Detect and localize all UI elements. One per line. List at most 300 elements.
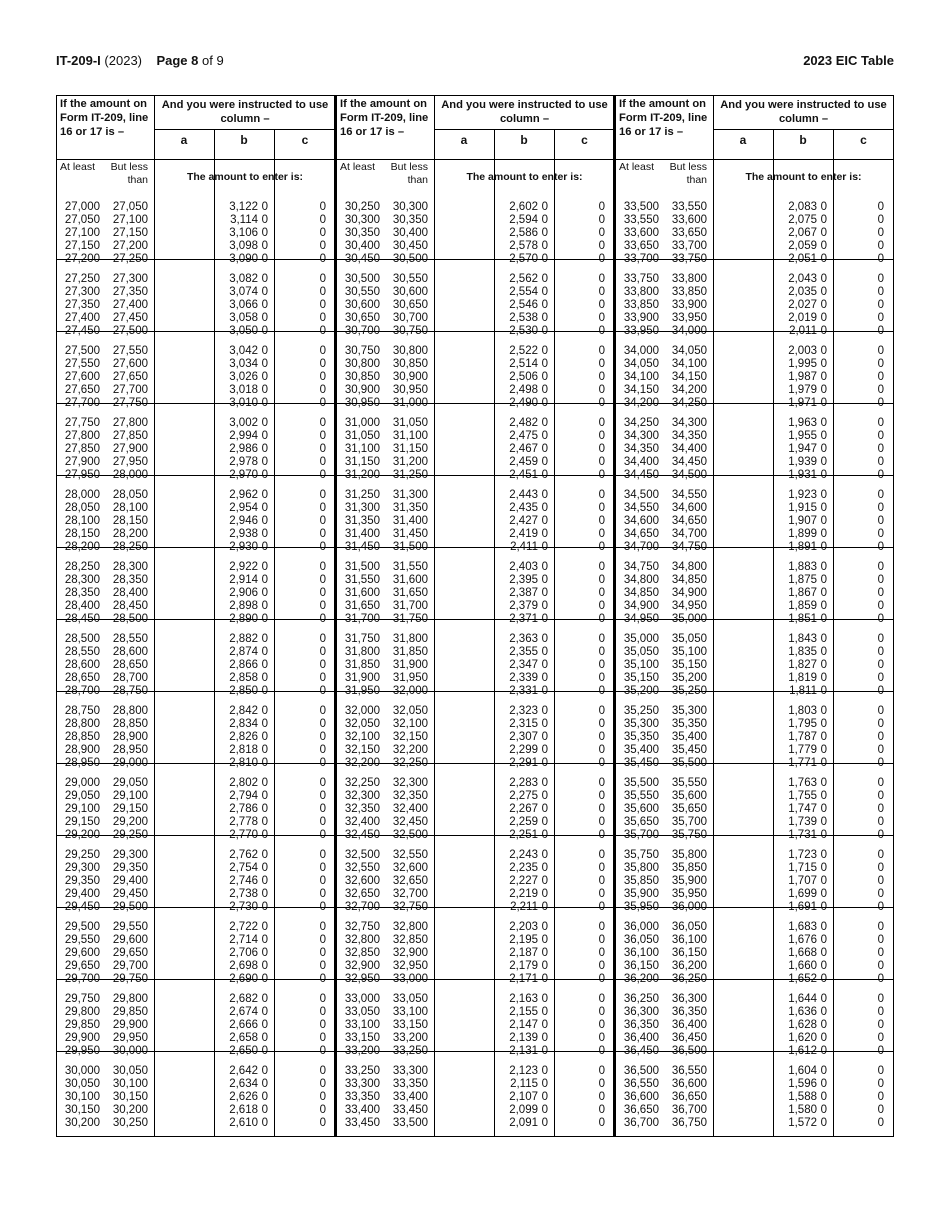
column-c-value: 0 <box>877 371 884 383</box>
column-b-value: 0 <box>261 973 268 985</box>
column-c-value: 0 <box>598 541 605 553</box>
page-number: 8 <box>191 53 199 68</box>
at-least: 31,050 <box>344 430 380 442</box>
table-row <box>336 659 615 672</box>
but-less-than: 33,900 <box>671 299 707 311</box>
column-a-value: 2,794 <box>229 790 258 802</box>
but-less-than: 28,650 <box>112 659 148 671</box>
but-less-than: 28,050 <box>112 489 148 501</box>
table-row <box>336 214 615 227</box>
column-a-value: 2,395 <box>509 574 538 586</box>
column-c-value: 0 <box>319 417 326 429</box>
column-a-value: 1,883 <box>788 561 817 573</box>
group-separator <box>615 259 894 260</box>
table-panel <box>615 95 894 1136</box>
at-least: 29,550 <box>64 934 100 946</box>
table-row <box>615 646 894 659</box>
at-least: 28,050 <box>64 502 100 514</box>
column-c-value: 0 <box>598 790 605 802</box>
column-b-value: 0 <box>261 345 268 357</box>
column-b-value: 0 <box>261 993 268 1005</box>
column-b-value: 0 <box>541 757 548 769</box>
but-less-than: 34,650 <box>671 515 707 527</box>
column-b-value: 0 <box>261 659 268 671</box>
table-row <box>615 993 894 1006</box>
column-c-value: 0 <box>319 1078 326 1090</box>
column-b-value: 0 <box>820 1117 827 1129</box>
at-least: 31,100 <box>344 443 380 455</box>
column-a-value: 2,586 <box>509 227 538 239</box>
column-b-value: 0 <box>541 384 548 396</box>
column-b-value: 0 <box>541 829 548 841</box>
but-less-than: 27,700 <box>112 384 148 396</box>
column-c-value: 0 <box>598 312 605 324</box>
table-row <box>56 731 336 744</box>
table-row <box>336 993 615 1006</box>
table-row <box>56 705 336 718</box>
at-least: 29,600 <box>64 947 100 959</box>
column-c-value: 0 <box>598 1019 605 1031</box>
but-less-than: 32,500 <box>392 829 428 841</box>
but-less-than: 35,450 <box>671 744 707 756</box>
table-row <box>336 633 615 646</box>
column-a-value: 1,923 <box>788 489 817 501</box>
column-a-value: 1,731 <box>788 829 817 841</box>
page-word: Page <box>156 53 188 68</box>
column-b-value: 0 <box>820 456 827 468</box>
column-b-value: 0 <box>820 443 827 455</box>
column-b-value: 0 <box>261 862 268 874</box>
column-b-value: 0 <box>820 600 827 612</box>
at-least: 31,300 <box>344 502 380 514</box>
but-less-than: 32,350 <box>392 790 428 802</box>
table-row <box>336 600 615 613</box>
column-b-value: 0 <box>261 757 268 769</box>
column-a-value: 2,978 <box>229 456 258 468</box>
at-least: 36,000 <box>623 921 659 933</box>
group-separator <box>615 403 894 404</box>
at-least: 32,550 <box>344 862 380 874</box>
at-least: 35,850 <box>623 875 659 887</box>
column-a-value: 2,355 <box>509 646 538 658</box>
column-c-value: 0 <box>877 960 884 972</box>
column-b-value: 0 <box>261 633 268 645</box>
at-least: 33,500 <box>623 201 659 213</box>
column-a-value: 2,946 <box>229 515 258 527</box>
but-less-than: 28,100 <box>112 502 148 514</box>
table-row <box>336 430 615 443</box>
column-c-value: 0 <box>598 443 605 455</box>
column-c-value: 0 <box>319 345 326 357</box>
group-separator <box>336 907 615 908</box>
group-separator <box>336 403 615 404</box>
table-row <box>615 960 894 973</box>
group-separator <box>615 475 894 476</box>
column-a-value: 2,075 <box>788 214 817 226</box>
but-less-than: 34,250 <box>671 397 707 409</box>
column-b-value: 0 <box>541 358 548 370</box>
but-less-than: 30,000 <box>112 1045 148 1057</box>
column-c-value: 0 <box>598 934 605 946</box>
but-less-than: 29,050 <box>112 777 148 789</box>
at-least: 34,650 <box>623 528 659 540</box>
but-less-than: 35,300 <box>671 705 707 717</box>
form-id: IT-209-I <box>56 53 101 68</box>
table-row <box>336 646 615 659</box>
but-less-than: 32,400 <box>392 803 428 815</box>
at-least: 31,450 <box>344 541 380 553</box>
at-least: 28,400 <box>64 600 100 612</box>
table-row <box>336 777 615 790</box>
table-row <box>56 633 336 646</box>
column-c-value: 0 <box>877 672 884 684</box>
column-a-value: 2,427 <box>509 515 538 527</box>
column-a-value: 1,827 <box>788 659 817 671</box>
column-a-value: 2,770 <box>229 829 258 841</box>
group-separator <box>615 979 894 980</box>
but-less-than: 34,700 <box>671 528 707 540</box>
column-a-value: 1,723 <box>788 849 817 861</box>
at-least: 28,500 <box>64 633 100 645</box>
at-least: 36,600 <box>623 1091 659 1103</box>
group-separator <box>56 475 336 476</box>
but-less-than: 35,800 <box>671 849 707 861</box>
column-a-value: 2,986 <box>229 443 258 455</box>
column-c-value: 0 <box>319 888 326 900</box>
column-a-value: 1,660 <box>788 960 817 972</box>
but-less-than: 27,150 <box>112 227 148 239</box>
column-b-value: 0 <box>261 672 268 684</box>
at-least: 32,150 <box>344 744 380 756</box>
column-c-value: 0 <box>877 633 884 645</box>
column-c-value: 0 <box>598 862 605 874</box>
amount-header-label: If the amount on Form IT-209, line 16 or 17 is – <box>619 98 708 138</box>
at-least: 36,700 <box>623 1117 659 1129</box>
but-less-than: 29,750 <box>112 973 148 985</box>
table-row <box>336 947 615 960</box>
at-least: 27,200 <box>64 253 100 265</box>
column-b-value: 0 <box>541 325 548 337</box>
column-a-value: 2,235 <box>509 862 538 874</box>
but-less-than: 34,750 <box>671 541 707 553</box>
column-c-value: 0 <box>877 502 884 514</box>
but-less-than: 27,250 <box>112 253 148 265</box>
page-of: of 9 <box>202 53 224 68</box>
column-b-value: 0 <box>261 646 268 658</box>
column-a-value: 2,914 <box>229 574 258 586</box>
column-c-value: 0 <box>598 1078 605 1090</box>
column-a-value: 1,955 <box>788 430 817 442</box>
column-a-value: 1,963 <box>788 417 817 429</box>
column-c-value: 0 <box>598 633 605 645</box>
column-a-value: 1,819 <box>788 672 817 684</box>
at-least: 31,800 <box>344 646 380 658</box>
grid-line <box>336 159 615 160</box>
column-a-value: 2,994 <box>229 430 258 442</box>
but-less-than: 31,200 <box>392 456 428 468</box>
but-less-than: 34,350 <box>671 430 707 442</box>
column-b-value: 0 <box>541 790 548 802</box>
at-least: 27,600 <box>64 371 100 383</box>
but-less-than: 29,200 <box>112 816 148 828</box>
column-b-value: 0 <box>261 430 268 442</box>
at-least: 34,250 <box>623 417 659 429</box>
but-less-than: 30,100 <box>112 1078 148 1090</box>
table-row <box>56 744 336 757</box>
but-less-than: 35,900 <box>671 875 707 887</box>
column-b-value: 0 <box>261 1104 268 1116</box>
column-a-value: 2,866 <box>229 659 258 671</box>
grid-line <box>713 129 894 130</box>
table-row <box>615 384 894 397</box>
table-row <box>615 1065 894 1078</box>
column-b-value: 0 <box>820 934 827 946</box>
but-less-than: 31,100 <box>392 430 428 442</box>
column-a-value: 2,618 <box>229 1104 258 1116</box>
table-row <box>56 299 336 312</box>
at-least: 34,600 <box>623 515 659 527</box>
but-less-than: 33,250 <box>392 1045 428 1057</box>
amount-to-enter-label: The amount to enter is: <box>745 171 862 183</box>
at-least: 29,350 <box>64 875 100 887</box>
at-least: 34,500 <box>623 489 659 501</box>
at-least: 30,150 <box>64 1104 100 1116</box>
column-c-value: 0 <box>319 253 326 265</box>
column-c-value: 0 <box>319 921 326 933</box>
column-a-value: 2,546 <box>509 299 538 311</box>
but-less-than: 34,850 <box>671 574 707 586</box>
but-less-than: 35,600 <box>671 790 707 802</box>
table-row <box>615 659 894 672</box>
table-row <box>615 731 894 744</box>
column-a-value: 3,098 <box>229 240 258 252</box>
table-row <box>56 659 336 672</box>
table-row <box>336 456 615 469</box>
table-row <box>336 816 615 829</box>
at-least: 27,850 <box>64 443 100 455</box>
but-less-than: 33,950 <box>671 312 707 324</box>
table-row <box>615 214 894 227</box>
column-a-value: 2,738 <box>229 888 258 900</box>
column-b-value: 0 <box>261 888 268 900</box>
but-less-than: 32,300 <box>392 777 428 789</box>
column-b-value: 0 <box>820 561 827 573</box>
column-c-value: 0 <box>877 757 884 769</box>
but-less-than: 31,900 <box>392 659 428 671</box>
column-c-value: 0 <box>877 659 884 671</box>
column-c-value: 0 <box>877 888 884 900</box>
column-c-value: 0 <box>877 921 884 933</box>
at-least: 29,100 <box>64 803 100 815</box>
column-c-value: 0 <box>598 417 605 429</box>
but-less-than: 33,300 <box>392 1065 428 1077</box>
column-c-value: 0 <box>598 397 605 409</box>
instructed-header-label: And you were instructed to use column – <box>441 99 608 125</box>
column-c-value: 0 <box>319 240 326 252</box>
but-less-than: 33,000 <box>392 973 428 985</box>
column-c-value: 0 <box>877 744 884 756</box>
column-a-value: 1,652 <box>788 973 817 985</box>
form-year: (2023) <box>104 53 142 68</box>
column-c-value: 0 <box>598 777 605 789</box>
column-a-value: 3,018 <box>229 384 258 396</box>
column-b-value: 0 <box>261 253 268 265</box>
group-separator <box>336 1051 615 1052</box>
column-c-value: 0 <box>598 325 605 337</box>
column-b-value: 0 <box>541 934 548 946</box>
but-less-than: 28,450 <box>112 600 148 612</box>
grid-line <box>56 95 336 96</box>
column-c-value: 0 <box>877 613 884 625</box>
column-a-value: 1,779 <box>788 744 817 756</box>
column-a-value: 2,506 <box>509 371 538 383</box>
at-least: 28,100 <box>64 515 100 527</box>
column-c-value: 0 <box>598 816 605 828</box>
column-b-value: 0 <box>261 600 268 612</box>
at-least: 35,700 <box>623 829 659 841</box>
table-row <box>615 1006 894 1019</box>
column-b-value: 0 <box>820 1006 827 1018</box>
but-less-than: 32,200 <box>392 744 428 756</box>
at-least: 32,300 <box>344 790 380 802</box>
column-b-value: 0 <box>541 849 548 861</box>
at-least: 36,400 <box>623 1032 659 1044</box>
table-row <box>336 240 615 253</box>
column-a-value: 2,554 <box>509 286 538 298</box>
at-least: 34,950 <box>623 613 659 625</box>
column-c-value: 0 <box>319 358 326 370</box>
column-b-value: 0 <box>820 1032 827 1044</box>
at-least: 35,250 <box>623 705 659 717</box>
at-least: 35,400 <box>623 744 659 756</box>
but-less-than: 30,350 <box>392 214 428 226</box>
but-less-than: 36,750 <box>671 1117 707 1129</box>
column-c-value: 0 <box>877 253 884 265</box>
but-less-than: 33,450 <box>392 1104 428 1116</box>
column-c-value: 0 <box>598 1006 605 1018</box>
table-row <box>56 600 336 613</box>
column-b-value: 0 <box>541 921 548 933</box>
column-c-value: 0 <box>877 456 884 468</box>
at-least: 36,500 <box>623 1065 659 1077</box>
column-a-value: 3,058 <box>229 312 258 324</box>
column-b-value: 0 <box>541 515 548 527</box>
column-c-value: 0 <box>319 371 326 383</box>
at-least-label: At least <box>619 161 655 173</box>
at-least: 35,650 <box>623 816 659 828</box>
column-c-value: 0 <box>598 214 605 226</box>
but-less-than: 36,500 <box>671 1045 707 1057</box>
at-least: 30,100 <box>64 1091 100 1103</box>
table-row <box>615 1032 894 1045</box>
table-row <box>56 515 336 528</box>
but-less-than: 32,700 <box>392 888 428 900</box>
column-b-value: 0 <box>820 947 827 959</box>
but-less-than: 32,050 <box>392 705 428 717</box>
column-c-value: 0 <box>598 561 605 573</box>
column-c-value: 0 <box>598 358 605 370</box>
column-b-value: 0 <box>820 888 827 900</box>
table-row <box>615 934 894 947</box>
but-less-than: 33,500 <box>392 1117 428 1129</box>
column-c-value: 0 <box>877 646 884 658</box>
but-less-than: 34,900 <box>671 587 707 599</box>
at-least: 33,400 <box>344 1104 380 1116</box>
but-less-than: 33,700 <box>671 240 707 252</box>
but-less-than: 29,250 <box>112 829 148 841</box>
column-b-value: 0 <box>261 456 268 468</box>
column-a-value: 2,818 <box>229 744 258 756</box>
column-a-value: 2,754 <box>229 862 258 874</box>
at-least: 30,300 <box>344 214 380 226</box>
column-a-value: 2,882 <box>229 633 258 645</box>
column-c-value: 0 <box>598 371 605 383</box>
at-least: 27,500 <box>64 345 100 357</box>
column-b-value: 0 <box>820 489 827 501</box>
column-c-value: 0 <box>598 299 605 311</box>
table-row <box>56 1065 336 1078</box>
column-c-value: 0 <box>598 875 605 887</box>
column-c-value: 0 <box>877 705 884 717</box>
column-b-value: 0 <box>820 829 827 841</box>
at-least: 34,700 <box>623 541 659 553</box>
table-row <box>336 489 615 502</box>
column-b-value: 0 <box>541 613 548 625</box>
column-a-value: 2,155 <box>509 1006 538 1018</box>
at-least: 35,350 <box>623 731 659 743</box>
but-less-than: 34,100 <box>671 358 707 370</box>
column-c-value: 0 <box>319 718 326 730</box>
column-b-value: 0 <box>261 541 268 553</box>
column-b-value: 0 <box>820 659 827 671</box>
column-c-value: 0 <box>319 299 326 311</box>
column-a-value: 2,283 <box>509 777 538 789</box>
column-a-value: 2,443 <box>509 489 538 501</box>
column-c-value: 0 <box>319 443 326 455</box>
table-row <box>615 587 894 600</box>
group-separator <box>615 547 894 548</box>
at-least: 29,450 <box>64 901 100 913</box>
table-row <box>336 803 615 816</box>
at-least: 33,350 <box>344 1091 380 1103</box>
at-least: 27,450 <box>64 325 100 337</box>
but-less-than: 31,700 <box>392 600 428 612</box>
column-b-value: 0 <box>820 587 827 599</box>
at-least: 33,700 <box>623 253 659 265</box>
at-least: 32,900 <box>344 960 380 972</box>
but-less-than: 27,550 <box>112 345 148 357</box>
table-row <box>615 803 894 816</box>
but-less-than: 27,750 <box>112 397 148 409</box>
but-less-than: 35,000 <box>671 613 707 625</box>
but-less-than: 27,400 <box>112 299 148 311</box>
at-least: 34,200 <box>623 397 659 409</box>
column-a-value: 2,179 <box>509 960 538 972</box>
table-row <box>56 286 336 299</box>
column-b-value: 0 <box>261 921 268 933</box>
but-less-than: 31,750 <box>392 613 428 625</box>
at-least: 35,900 <box>623 888 659 900</box>
column-b-value: 0 <box>820 240 827 252</box>
column-b-value: 0 <box>820 849 827 861</box>
column-a-value: 2,379 <box>509 600 538 612</box>
but-less-than: 28,950 <box>112 744 148 756</box>
column-c-value: 0 <box>319 489 326 501</box>
column-b-value: 0 <box>541 371 548 383</box>
at-least: 33,950 <box>623 325 659 337</box>
at-least: 31,150 <box>344 456 380 468</box>
at-least: 32,800 <box>344 934 380 946</box>
